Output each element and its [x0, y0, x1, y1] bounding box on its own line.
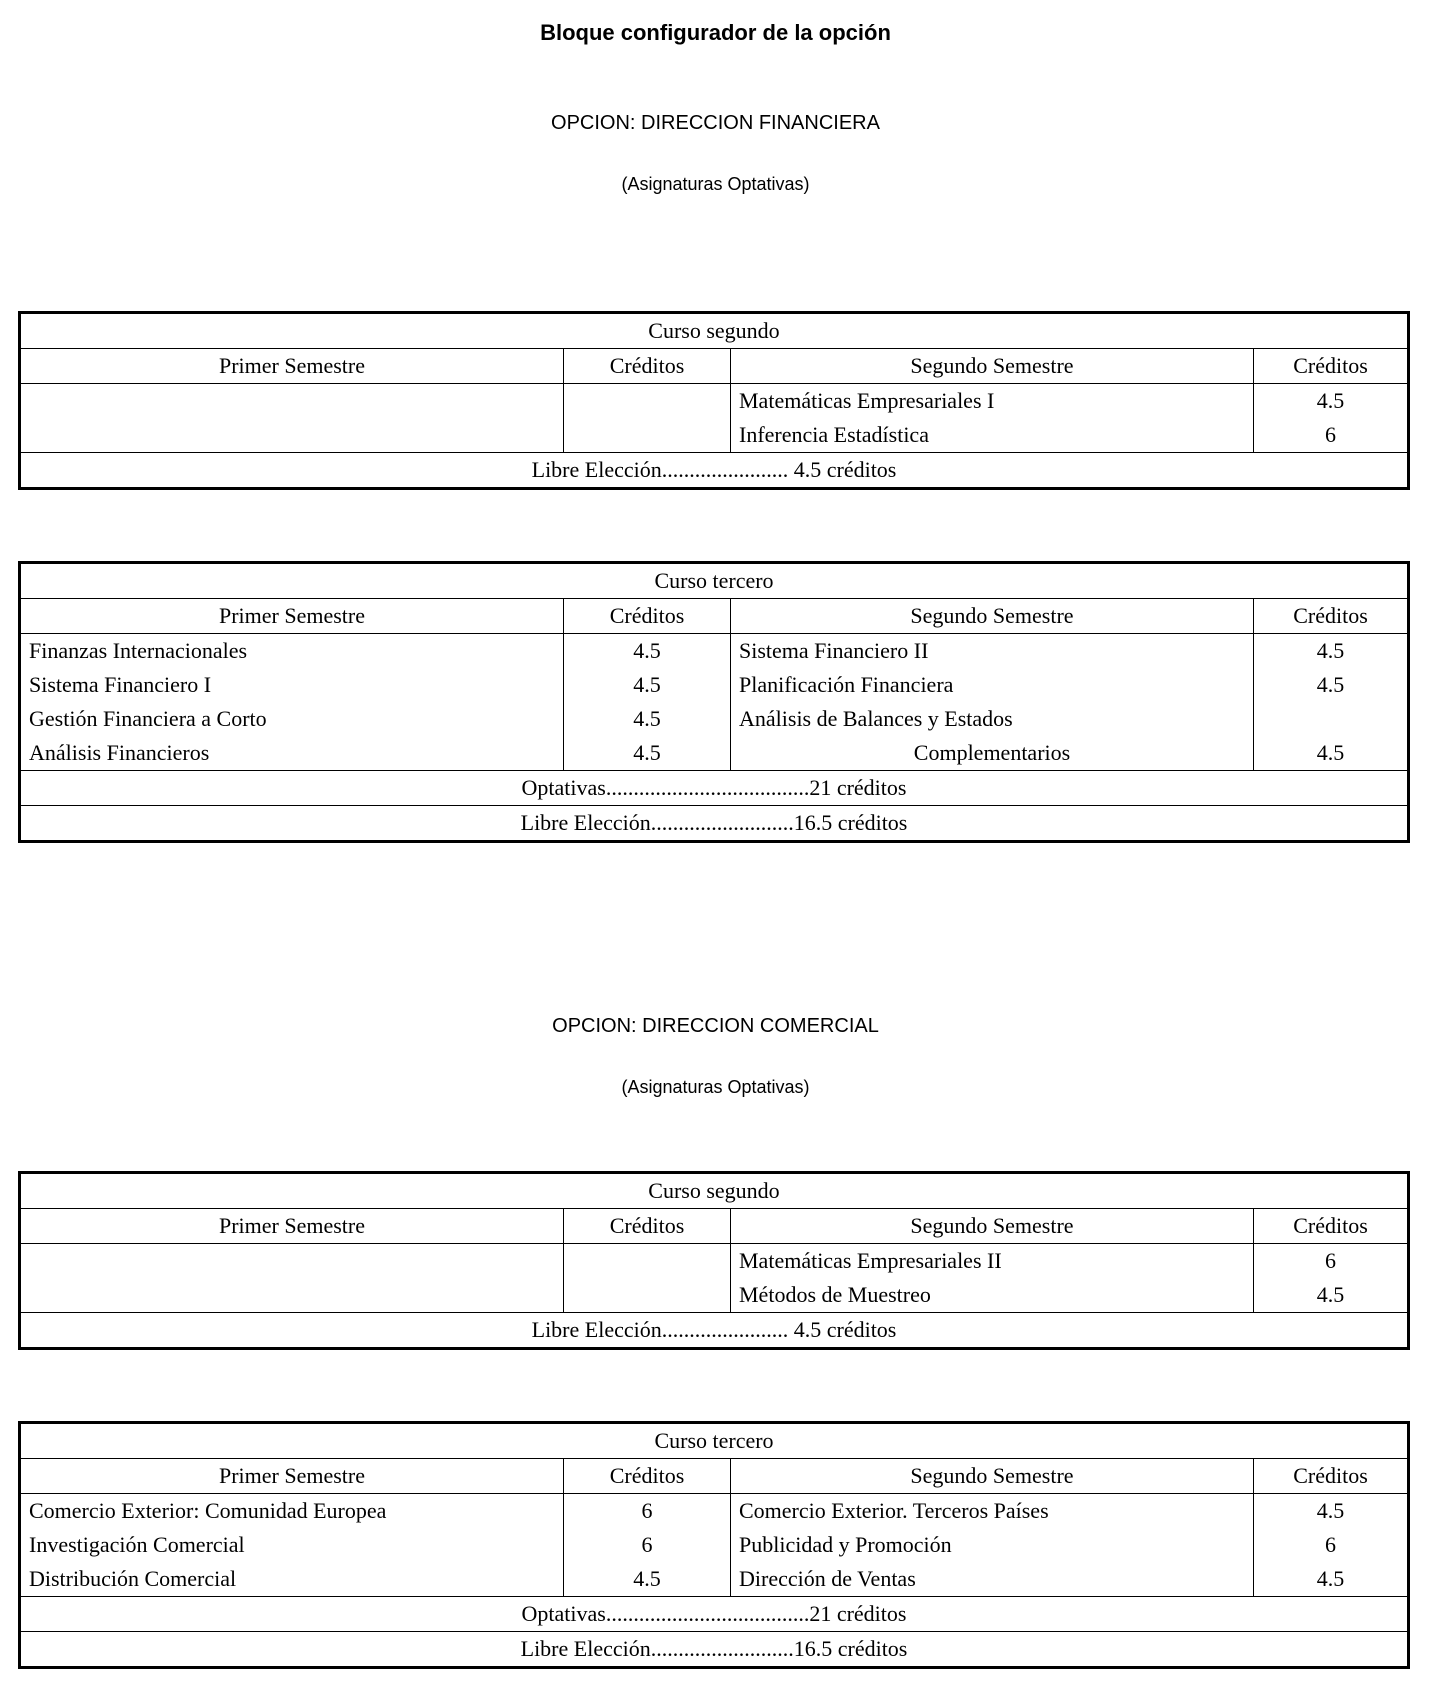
subject-cell: Análisis Financieros: [29, 740, 210, 765]
column-header: Créditos: [1254, 599, 1409, 634]
column-header: Segundo Semestre: [731, 1459, 1254, 1494]
column-header: Créditos: [1254, 349, 1409, 384]
subject-cell: Distribución Comercial: [29, 1566, 237, 1591]
subject-cell: [20, 1278, 564, 1313]
subject-cell: Sistema Financiero I: [29, 672, 212, 697]
column-header: Créditos: [564, 1209, 731, 1244]
credits-cell: 4.5: [1254, 634, 1409, 669]
credits-cell: [564, 418, 731, 453]
table-row: [20, 418, 1409, 453]
total-optativas: Optativas.....................................21 créditos: [20, 1597, 1409, 1632]
column-header: Primer Semestre: [20, 1209, 564, 1244]
credits-cell: 6: [1254, 1244, 1409, 1279]
credits-cell: 4.5: [564, 1562, 731, 1597]
credits-cell: 6: [1254, 1528, 1409, 1562]
subject-cell: Publicidad y Promoción: [731, 1528, 1254, 1562]
course-title: Curso segundo: [20, 1173, 1409, 1209]
option-title-comercial: OPCION: DIRECCION COMERCIAL: [552, 1015, 879, 1037]
column-header: Créditos: [1254, 1459, 1409, 1494]
table-row: [20, 1494, 1409, 1529]
table-row: [20, 1278, 1409, 1313]
column-header: Créditos: [564, 1459, 731, 1494]
credits-cell: 4.5: [564, 668, 731, 702]
option-title-financiera: OPCION: DIRECCION FINANCIERA: [551, 112, 880, 134]
subject-cell: Métodos de Muestreo: [731, 1278, 1254, 1313]
column-header: Primer Semestre: [20, 349, 564, 384]
table-row: [20, 668, 1409, 702]
course-title: Curso tercero: [20, 563, 1409, 599]
credits-cell: 4.5: [1254, 668, 1409, 702]
subject-cell: Comercio Exterior: Comunidad Europea: [29, 1498, 387, 1523]
total-optativas: Optativas.....................................21 créditos: [20, 771, 1409, 806]
column-header: Primer Semestre: [20, 599, 564, 634]
column-header: Créditos: [1254, 1209, 1409, 1244]
subject-cell: Complementarios: [731, 736, 1254, 771]
subject-cell: Matemáticas Empresariales I: [731, 384, 1254, 419]
credits-cell: 6: [564, 1528, 731, 1562]
credits-cell: 6: [564, 1494, 731, 1529]
table-row: [20, 634, 1409, 669]
credits-cell: 6: [1254, 418, 1409, 453]
table-row: [20, 1244, 1409, 1279]
column-header: Primer Semestre: [20, 1459, 564, 1494]
option-subtitle-comercial: (Asignaturas Optativas): [621, 1077, 810, 1097]
column-header: Segundo Semestre: [731, 349, 1254, 384]
subject-cell: [20, 384, 564, 419]
table-comercial-curso-segundo: [18, 1171, 1410, 1350]
subject-cell: Dirección de Ventas: [731, 1562, 1254, 1597]
table-financiera-curso-segundo: [18, 311, 1410, 490]
credits-cell: [1254, 702, 1409, 736]
subject-cell: Comercio Exterior. Terceros Países: [731, 1494, 1254, 1529]
course-title: Curso segundo: [20, 313, 1409, 349]
column-header: Segundo Semestre: [731, 599, 1254, 634]
credits-cell: 4.5: [1254, 1278, 1409, 1313]
credits-cell: 4.5: [564, 634, 731, 669]
subject-cell: [20, 1244, 564, 1279]
column-header: Créditos: [564, 349, 731, 384]
credits-cell: 4.5: [1254, 1494, 1409, 1529]
table-row: [20, 736, 1409, 771]
credits-cell: 4.5: [1254, 384, 1409, 419]
credits-cell: [564, 1278, 731, 1313]
subject-cell: Investigación Comercial: [29, 1532, 245, 1557]
course-title: Curso tercero: [20, 1423, 1409, 1459]
table-financiera-curso-tercero: [18, 561, 1410, 843]
subject-cell: Análisis de Balances y Estados: [731, 702, 1254, 736]
credits-cell: 4.5: [564, 736, 731, 771]
table-row: [20, 1562, 1409, 1597]
total-libre-eleccion: Libre Elección....................... 4.5 créditos: [20, 453, 1409, 489]
total-libre-eleccion: Libre Elección....................... 4.5 créditos: [20, 1313, 1409, 1349]
credits-cell: [564, 384, 731, 419]
credits-cell: 4.5: [1254, 1562, 1409, 1597]
subject-cell: Planificación Financiera: [731, 668, 1254, 702]
table-row: [20, 702, 1409, 736]
credits-cell: [564, 1244, 731, 1279]
total-libre-eleccion: Libre Elección..........................16.5 créditos: [20, 1632, 1409, 1668]
option-subtitle-financiera: (Asignaturas Optativas): [621, 174, 810, 194]
table-row: [20, 1528, 1409, 1562]
page-title: Bloque configurador de la opción: [540, 20, 891, 45]
subject-cell: Matemáticas Empresariales II: [731, 1244, 1254, 1279]
table-comercial-curso-tercero: [18, 1421, 1410, 1669]
subject-cell: [20, 418, 564, 453]
table-row: [20, 384, 1409, 419]
credits-cell: 4.5: [564, 702, 731, 736]
column-header: Créditos: [564, 599, 731, 634]
credits-cell: 4.5: [1254, 736, 1409, 771]
total-libre-eleccion: Libre Elección..........................16.5 créditos: [20, 806, 1409, 842]
subject-cell: Inferencia Estadística: [731, 418, 1254, 453]
subject-cell: Gestión Financiera a Corto: [29, 706, 267, 731]
subject-cell: Sistema Financiero II: [731, 634, 1254, 669]
column-header: Segundo Semestre: [731, 1209, 1254, 1244]
subject-cell: Finanzas Internacionales: [29, 638, 248, 663]
